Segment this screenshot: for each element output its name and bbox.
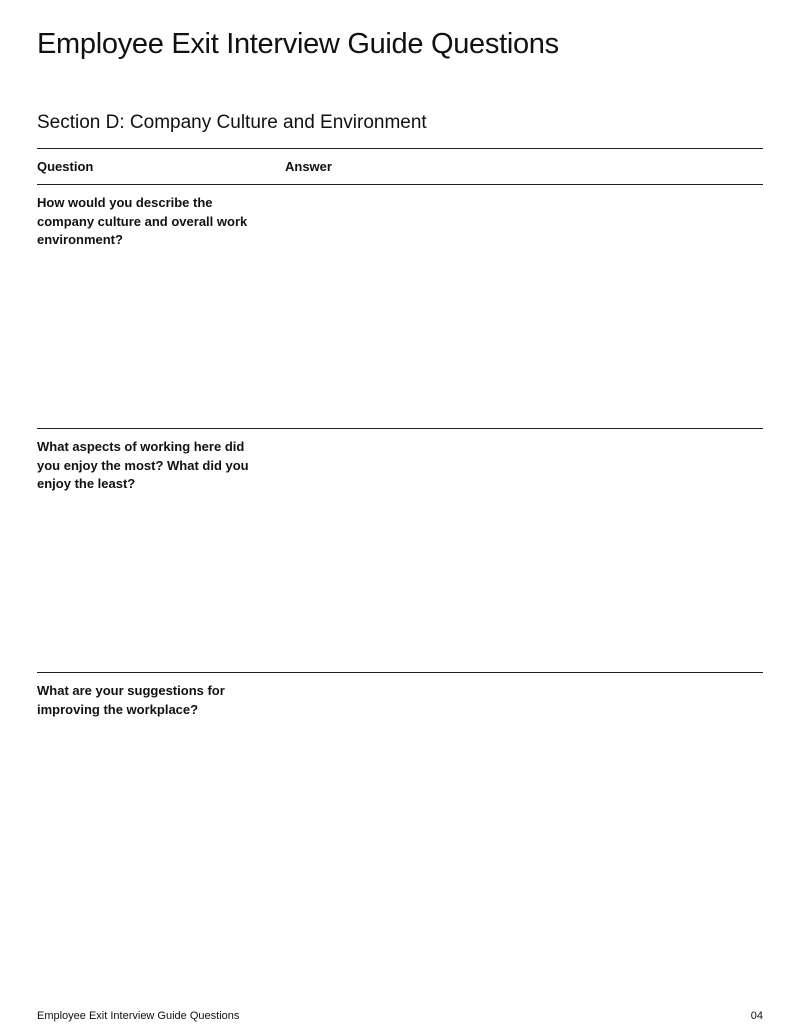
page-number: 04	[750, 1010, 763, 1022]
page-title: Employee Exit Interview Guide Questions	[37, 28, 559, 60]
question-text: What aspects of working here did you enjoy the most? What did you enjoy the least?	[37, 439, 249, 491]
qa-table	[37, 148, 763, 973]
footer-title: Employee Exit Interview Guide Questions	[37, 1010, 240, 1022]
table-row	[37, 185, 763, 429]
table-row	[37, 673, 763, 973]
question-text: What are your suggestions for improving the workplace?	[37, 683, 225, 717]
table-header	[37, 148, 763, 185]
header-question: Question	[37, 159, 94, 174]
question-text: How would you describe the company culture and overall work environment?	[37, 195, 248, 247]
section-heading: Section D: Company Culture and Environment	[37, 112, 427, 133]
header-answer: Answer	[285, 159, 332, 174]
table-row	[37, 429, 763, 673]
